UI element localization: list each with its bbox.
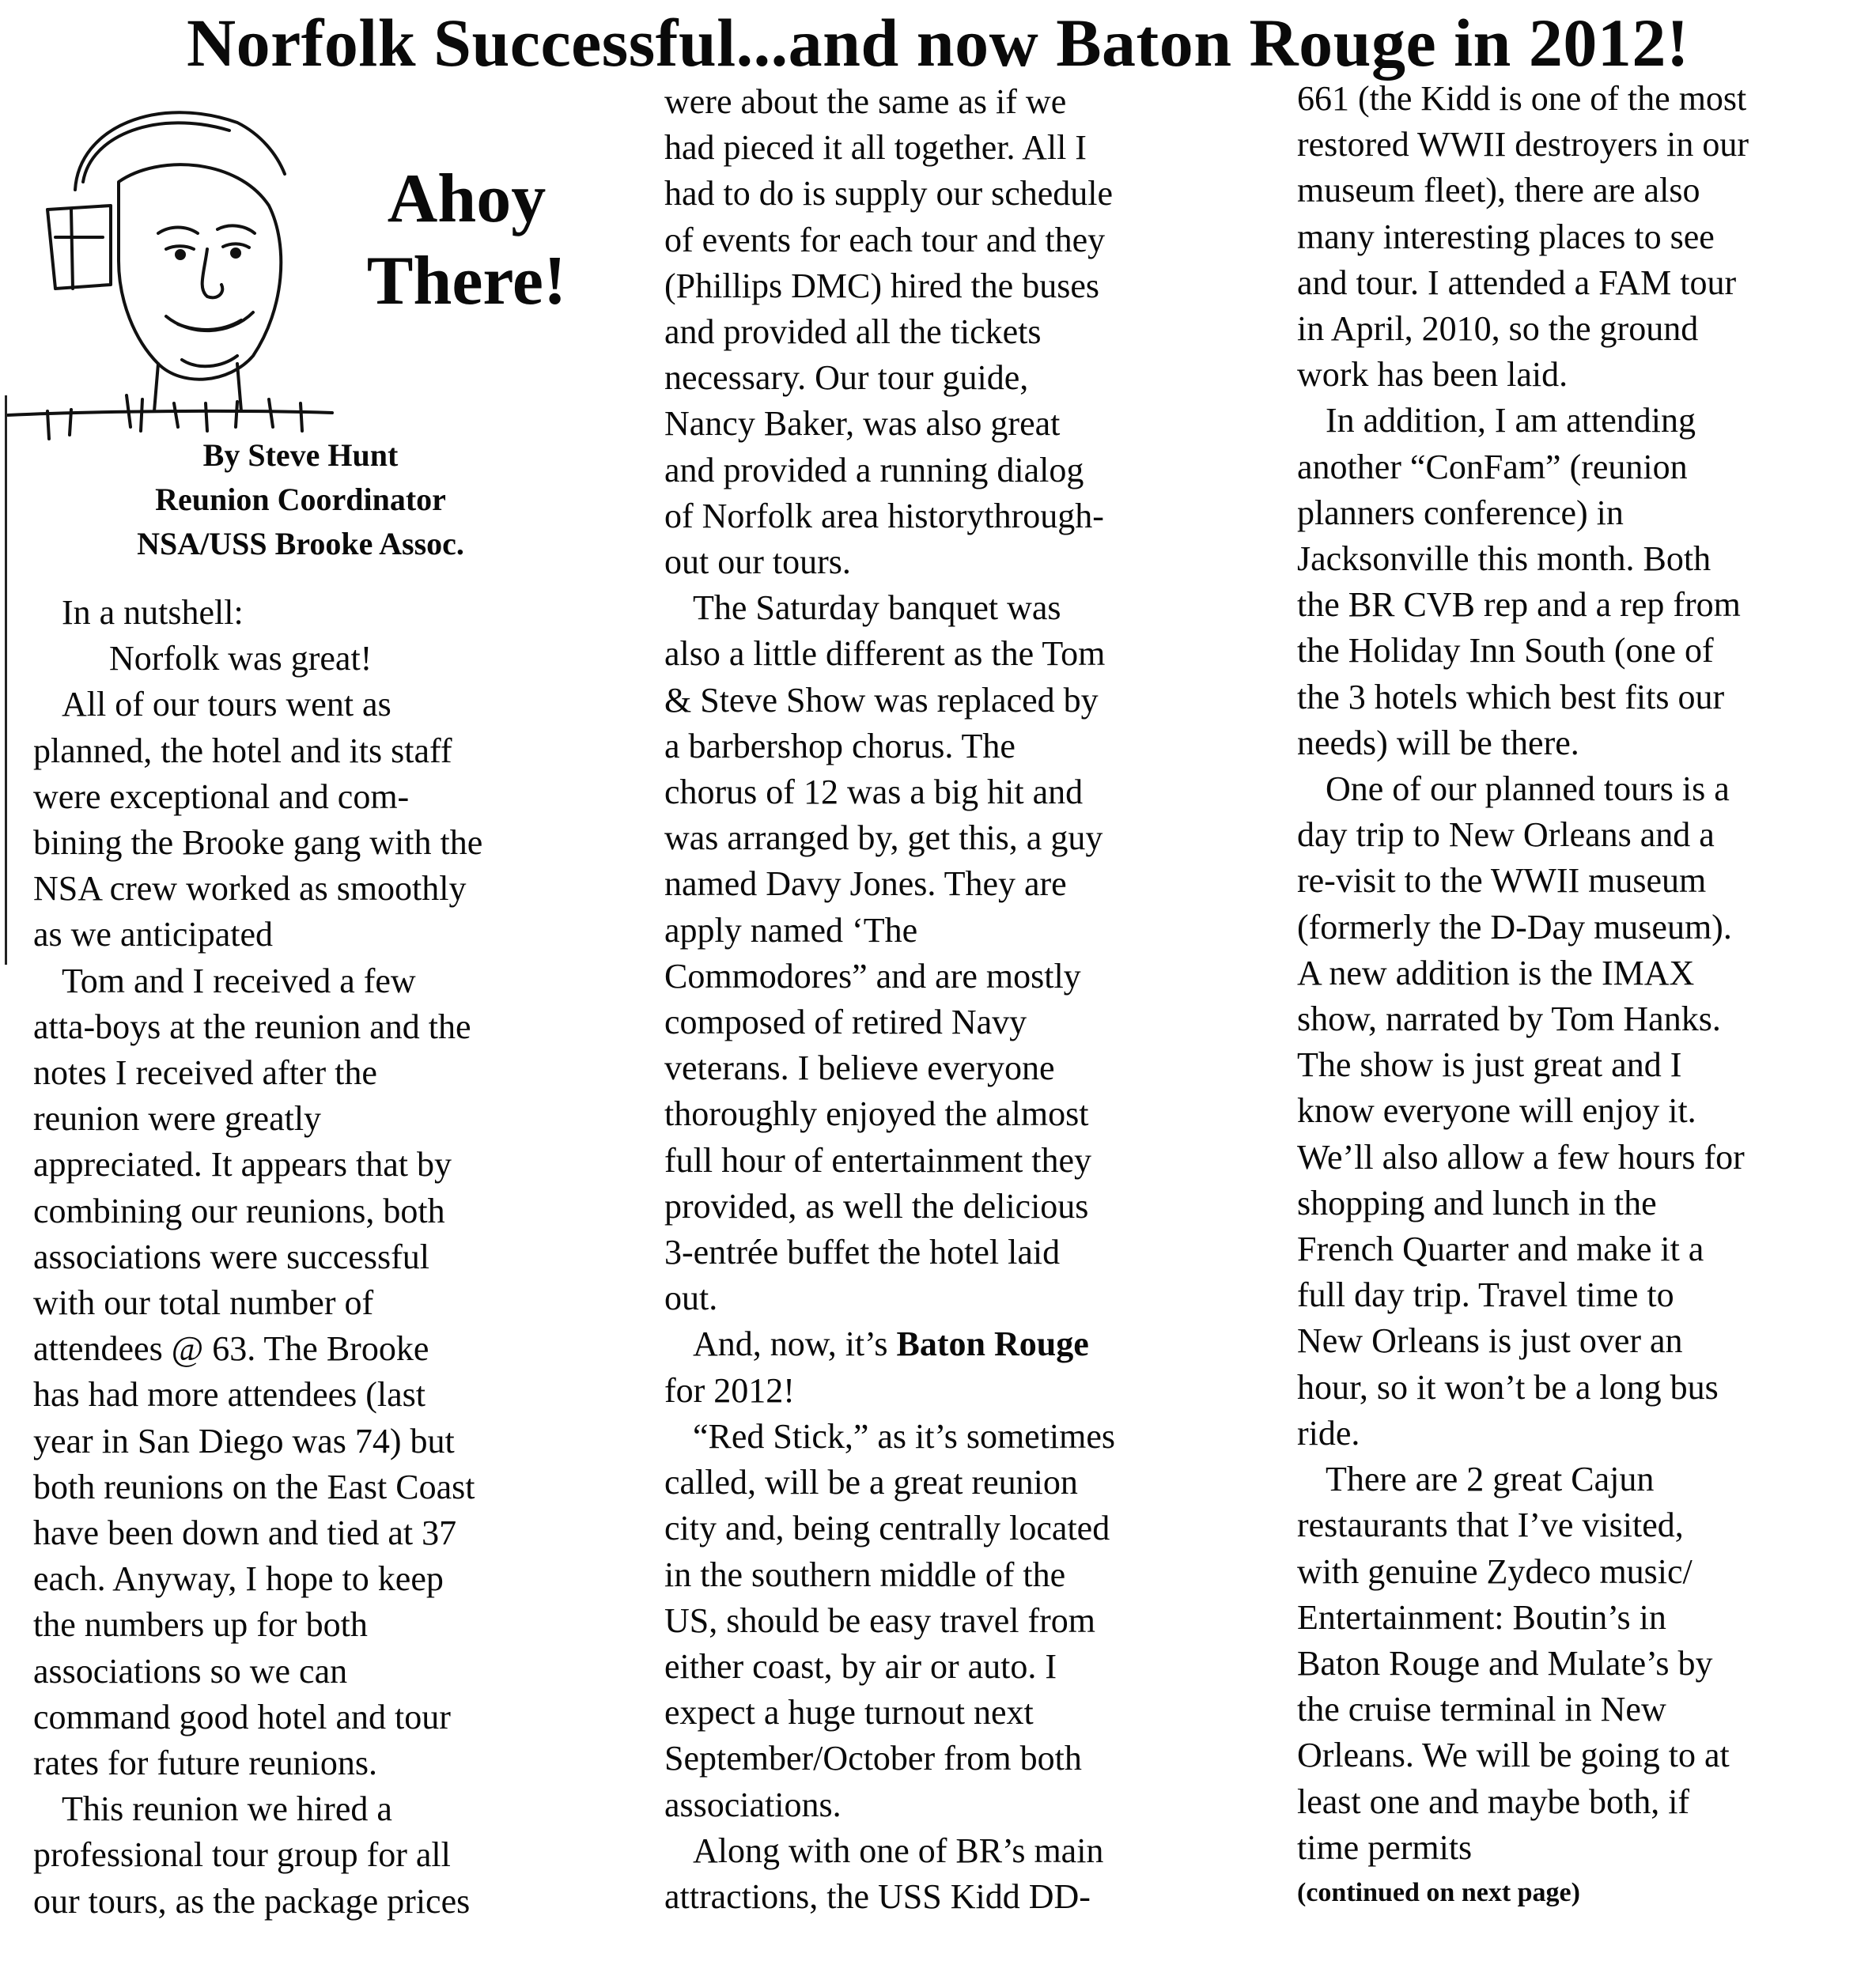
text-line: were about the same as if we — [664, 82, 1067, 121]
text-line: 3-entrée buffet the hotel laid — [664, 1233, 1061, 1272]
text-line: combining our reunions, both — [33, 1191, 445, 1230]
text-line: veterans. I believe everyone — [664, 1049, 1055, 1088]
text-line: of events for each tour and they — [664, 220, 1106, 259]
text-line: All of our tours went as — [62, 685, 391, 724]
text-line: Nancy Baker, was also great — [664, 404, 1061, 444]
text-line: (Phillips DMC) hired the buses — [664, 266, 1099, 305]
article-column-3 — [1297, 76, 1851, 1909]
text-line: In addition, I am attending — [1326, 401, 1696, 440]
text-line: (formerly the D-Day museum). — [1297, 907, 1732, 947]
text-line: day trip to New Orleans and a — [1297, 815, 1715, 855]
text-line: needs) will be there. — [1297, 723, 1579, 762]
continued-note: (continued on next page) — [1297, 1877, 1580, 1907]
article-column-1 — [33, 590, 571, 1925]
byline-title: Reunion Coordinator — [155, 482, 446, 517]
article-column-2 — [664, 79, 1202, 1920]
text-line: city and, being centrally located — [664, 1509, 1110, 1548]
text-line: show, narrated by Tom Hanks. — [1297, 999, 1721, 1039]
text-line: Tom and I received a few — [62, 961, 416, 1000]
text-span: And, now, it’s — [693, 1324, 897, 1364]
text-line: expect a huge turnout next — [664, 1693, 1034, 1732]
text-line: with our total number of — [33, 1283, 374, 1323]
text-line: attractions, the USS Kidd DD- — [664, 1876, 1091, 1916]
text-line: for 2012! — [664, 1370, 795, 1410]
text-line: restaurants that I’ve visited, — [1297, 1506, 1684, 1545]
text-line: Commodores” and are mostly — [664, 956, 1081, 996]
byline — [87, 433, 514, 566]
text-line: planners conference) in — [1297, 493, 1624, 532]
text-line: The Saturday banquet was — [693, 588, 1061, 628]
text-line: time permits — [1297, 1827, 1473, 1867]
text-line: atta-boys at the reunion and the — [33, 1007, 471, 1046]
text-line: full day trip. Travel time to — [1297, 1275, 1674, 1315]
text-line: apply named ‘The — [664, 910, 918, 950]
text-line: museum fleet), there are also — [1297, 171, 1700, 210]
text-line: the Holiday Inn South (one of — [1297, 631, 1714, 671]
text-line: our tours, as the package prices — [33, 1881, 471, 1921]
text-line: rates for future reunions. — [33, 1744, 377, 1783]
text-line: The show is just great and I — [1297, 1045, 1682, 1085]
text-line: named Davy Jones. They are — [664, 864, 1067, 904]
text-line: New Orleans is just over an — [1297, 1321, 1683, 1361]
text-line: Entertainment: Boutin’s in — [1297, 1597, 1666, 1637]
text-line: command good hotel and tour — [33, 1697, 451, 1736]
text-line: reunion were greatly — [33, 1099, 322, 1139]
text-line: We’ll also allow a few hours for — [1297, 1137, 1745, 1177]
text-line: each. Anyway, I hope to keep — [33, 1559, 444, 1599]
text-line: French Quarter and make it a — [1297, 1230, 1704, 1269]
text-line: This reunion we hired a — [62, 1789, 392, 1829]
text-line: the numbers up for both — [33, 1605, 368, 1645]
text-line: bining the Brooke gang with the — [33, 823, 483, 863]
text-line: many interesting places to see — [1297, 217, 1715, 256]
text-line: in the southern middle of the — [664, 1555, 1066, 1594]
text-line: the 3 hotels which best fits our — [1297, 677, 1725, 716]
text-line: of Norfolk area historythrough- — [664, 496, 1104, 535]
text-line: year in San Diego was 74) but — [33, 1421, 455, 1460]
caricature-illustration — [0, 79, 356, 443]
byline-name: By Steve Hunt — [202, 437, 399, 473]
column-rule — [5, 395, 7, 965]
text-line: provided, as well the delicious — [664, 1186, 1089, 1226]
text-line: and tour. I attended a FAM tour — [1297, 263, 1737, 302]
text-line: shopping and lunch in the — [1297, 1183, 1657, 1222]
text-line: ride. — [1297, 1413, 1360, 1453]
text-line: chorus of 12 was a big hit and — [664, 773, 1084, 812]
text-line: attendees @ 63. The Brooke — [33, 1329, 429, 1369]
text-line: have been down and tied at 37 — [33, 1513, 457, 1553]
text-line: Orleans. We will be going to at — [1297, 1736, 1730, 1775]
text-line: both reunions on the East Coast — [33, 1467, 475, 1506]
text-line: also a little different as the Tom — [664, 634, 1106, 674]
text-line: was arranged by, get this, a guy — [664, 818, 1103, 858]
text-line: US, should be easy travel from — [664, 1600, 1095, 1640]
text-line: One of our planned tours is a — [1326, 769, 1730, 809]
text-line: notes I received after the — [33, 1053, 377, 1093]
text-line: composed of retired Navy — [664, 1003, 1027, 1042]
text-line: hour, so it won’t be a long bus — [1297, 1367, 1719, 1407]
text-line: Norfolk was great! — [109, 639, 373, 678]
text-line — [664, 1321, 1202, 1367]
text-line: least one and maybe both, if — [1297, 1782, 1690, 1821]
text-line: as we anticipated — [33, 915, 273, 954]
text-line: full hour of entertainment they — [664, 1140, 1092, 1180]
text-line: thoroughly enjoyed the almost — [664, 1094, 1089, 1134]
ahoy-title — [348, 158, 585, 323]
text-line: out our tours. — [664, 542, 851, 582]
text-line: planned, the hotel and its staff — [33, 731, 452, 770]
text-line: professional tour group for all — [33, 1835, 451, 1875]
text-line: 661 (the Kidd is one of the most — [1297, 79, 1747, 118]
text-line: In a nutshell: — [62, 593, 244, 632]
text-line: “Red Stick,” as it’s sometimes — [693, 1416, 1116, 1456]
text-line: the cruise terminal in New — [1297, 1690, 1666, 1729]
text-line: out. — [664, 1279, 718, 1318]
text-line: in April, 2010, so the ground — [1297, 309, 1699, 349]
text-line: were exceptional and com- — [33, 777, 410, 816]
text-line: associations so we can — [33, 1651, 348, 1691]
text-line: with genuine Zydeco music/ — [1297, 1551, 1693, 1591]
text-line: restored WWII destroyers in our — [1297, 125, 1749, 164]
text-line: re-visit to the WWII museum — [1297, 861, 1707, 901]
text-line: called, will be a great reunion — [664, 1463, 1078, 1502]
text-line: the BR CVB rep and a rep from — [1297, 585, 1741, 625]
text-line: necessary. Our tour guide, — [664, 358, 1029, 398]
byline-org: NSA/USS Brooke Assoc. — [137, 526, 464, 561]
text-line: Jacksonville this month. Both — [1297, 539, 1711, 579]
text-line: and provided all the tickets — [664, 312, 1042, 352]
text-line: had pieced it all together. All I — [664, 128, 1087, 168]
ahoy-line2: There! — [366, 243, 567, 319]
text-line: and provided a running dialog — [664, 450, 1084, 489]
text-line: Along with one of BR’s main — [693, 1831, 1104, 1870]
text-line: associations. — [664, 1785, 842, 1824]
text-line: appreciated. It appears that by — [33, 1145, 452, 1185]
text-line: either coast, by air or auto. I — [664, 1646, 1057, 1686]
baton-rouge-bold: Baton Rouge — [896, 1324, 1089, 1364]
text-line: September/October from both — [664, 1739, 1082, 1778]
text-line: work has been laid. — [1297, 355, 1568, 395]
text-line: associations were successful — [33, 1237, 429, 1276]
text-line: know everyone will enjoy it. — [1297, 1091, 1696, 1131]
ahoy-line1: Ahoy — [387, 161, 547, 237]
text-line: another “ConFam” (reunion — [1297, 447, 1688, 486]
text-line: had to do is supply our schedule — [664, 174, 1114, 213]
text-line: There are 2 great Cajun — [1326, 1460, 1655, 1499]
headline: Norfolk Successful...and now Baton Rouge in 2012! — [187, 5, 1689, 81]
text-line: NSA crew worked as smoothly — [33, 869, 467, 909]
text-line: Baton Rouge and Mulate’s by — [1297, 1643, 1713, 1683]
text-line: & Steve Show was replaced by — [664, 680, 1099, 720]
text-line: A new addition is the IMAX — [1297, 953, 1695, 992]
text-line: has had more attendees (last — [33, 1375, 426, 1415]
text-line: a barbershop chorus. The — [664, 726, 1016, 765]
